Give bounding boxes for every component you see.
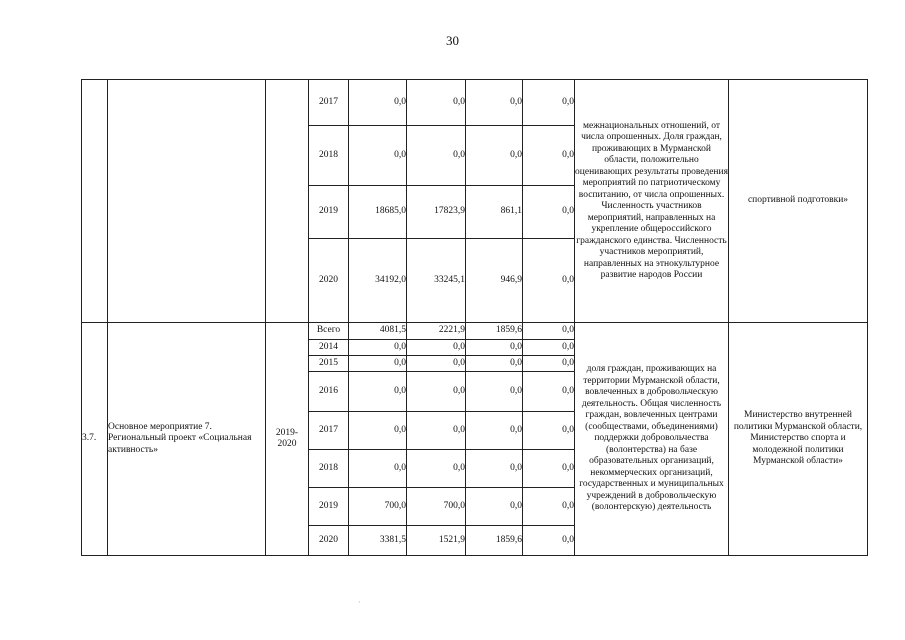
table-row: [82, 323, 868, 340]
value-cell: 0,0: [523, 340, 575, 356]
total-cell: 4081,5: [349, 323, 407, 340]
total-cell: 0,0: [349, 356, 407, 372]
cont-number-cell: [82, 80, 108, 323]
value-cell: 0,0: [523, 323, 575, 340]
value-cell: 0,0: [407, 412, 466, 450]
executor-cell: спортивной подготовки»: [729, 80, 868, 323]
page-number: 30: [446, 33, 459, 48]
year-cell: 2017: [309, 80, 349, 126]
value-cell: 946,9: [466, 239, 523, 323]
value-cell: 1859,6: [466, 323, 523, 340]
value-cell: 0,0: [523, 80, 575, 126]
footer-mark: ·: [358, 598, 361, 607]
indicators-cell: межнациональных отношений, от числа опрошенных. Доля граждан, проживающих в Мурманской области, положительно оценивающих результаты проведения мероприятий по патриотическому воспитанию, от числа опрошенных. Численность участников мероприятий, направленных на укрепление общероссийского гражданского единства. Численность участников мероприятий, направленных на этнокультурное развитие народов России: [575, 80, 729, 323]
total-cell: 700,0: [349, 488, 407, 526]
value-cell: 17823,9: [407, 186, 466, 239]
value-cell: 0,0: [407, 372, 466, 412]
value-cell: 0,0: [523, 412, 575, 450]
value-cell: 0,0: [466, 340, 523, 356]
total-cell: 0,0: [349, 450, 407, 488]
total-cell: 0,0: [349, 412, 407, 450]
value-cell: 0,0: [407, 450, 466, 488]
total-cell: 3381,5: [349, 526, 407, 556]
total-cell: 18685,0: [349, 186, 407, 239]
total-cell: 34192,0: [349, 239, 407, 323]
program-table: [81, 79, 868, 556]
value-cell: 0,0: [466, 356, 523, 372]
value-cell: 0,0: [523, 526, 575, 556]
indicators-cell: доля граждан, проживающих на территории Мурманской области, вовлеченных в добровольческую деятельность. Общая численность граждан, вовлеченных центрами (сообществами, объединениями) поддержки добровольчества (волонтерства) на базе образовательных организаций, некоммерческих организаций, государственных и муниципальных учреждений в добровольческую (волонтерскую) деятельность: [575, 323, 729, 556]
total-cell: 0,0: [349, 80, 407, 126]
year-cell: 2020: [309, 239, 349, 323]
value-cell: 0,0: [407, 126, 466, 186]
value-cell: 0,0: [523, 450, 575, 488]
value-cell: 1859,6: [466, 526, 523, 556]
value-cell: 0,0: [466, 488, 523, 526]
year-cell: 2016: [309, 372, 349, 412]
item-period: 2019- 2020: [266, 323, 309, 556]
item-name: Основное мероприятие 7. Региональный проект «Социальная активность»: [108, 323, 266, 556]
year-cell: 2017: [309, 412, 349, 450]
year-cell: 2018: [309, 126, 349, 186]
value-cell: 0,0: [466, 450, 523, 488]
value-cell: 0,0: [466, 412, 523, 450]
value-cell: 33245,1: [407, 239, 466, 323]
cont-period-cell: [266, 80, 309, 323]
value-cell: 0,0: [523, 126, 575, 186]
year-cell: 2014: [309, 340, 349, 356]
year-cell: 2019: [309, 488, 349, 526]
value-cell: 861,1: [466, 186, 523, 239]
value-cell: 0,0: [523, 372, 575, 412]
executor-cell: Министерство внутренней политики Мурманской области, Министерство спорта и молодежной политики Мурманской области»: [729, 323, 868, 556]
value-cell: 0,0: [523, 239, 575, 323]
value-cell: 700,0: [407, 488, 466, 526]
year-cell: 2020: [309, 526, 349, 556]
total-cell: 0,0: [349, 126, 407, 186]
cont-name-cell: [108, 80, 266, 323]
value-cell: 0,0: [523, 186, 575, 239]
value-cell: 0,0: [523, 488, 575, 526]
year-cell: 2018: [309, 450, 349, 488]
table-row: [82, 80, 868, 126]
value-cell: 0,0: [466, 126, 523, 186]
year-cell: 2019: [309, 186, 349, 239]
value-cell: 0,0: [407, 80, 466, 126]
value-cell: 1521,9: [407, 526, 466, 556]
item-number: 3.7.: [82, 323, 108, 556]
value-cell: 0,0: [466, 80, 523, 126]
value-cell: 0,0: [466, 372, 523, 412]
value-cell: 0,0: [523, 356, 575, 372]
year-cell: 2015: [309, 356, 349, 372]
year-cell: Всего: [309, 323, 349, 340]
value-cell: 0,0: [407, 340, 466, 356]
total-cell: 0,0: [349, 340, 407, 356]
value-cell: 2221,9: [407, 323, 466, 340]
total-cell: 0,0: [349, 372, 407, 412]
value-cell: 0,0: [407, 356, 466, 372]
